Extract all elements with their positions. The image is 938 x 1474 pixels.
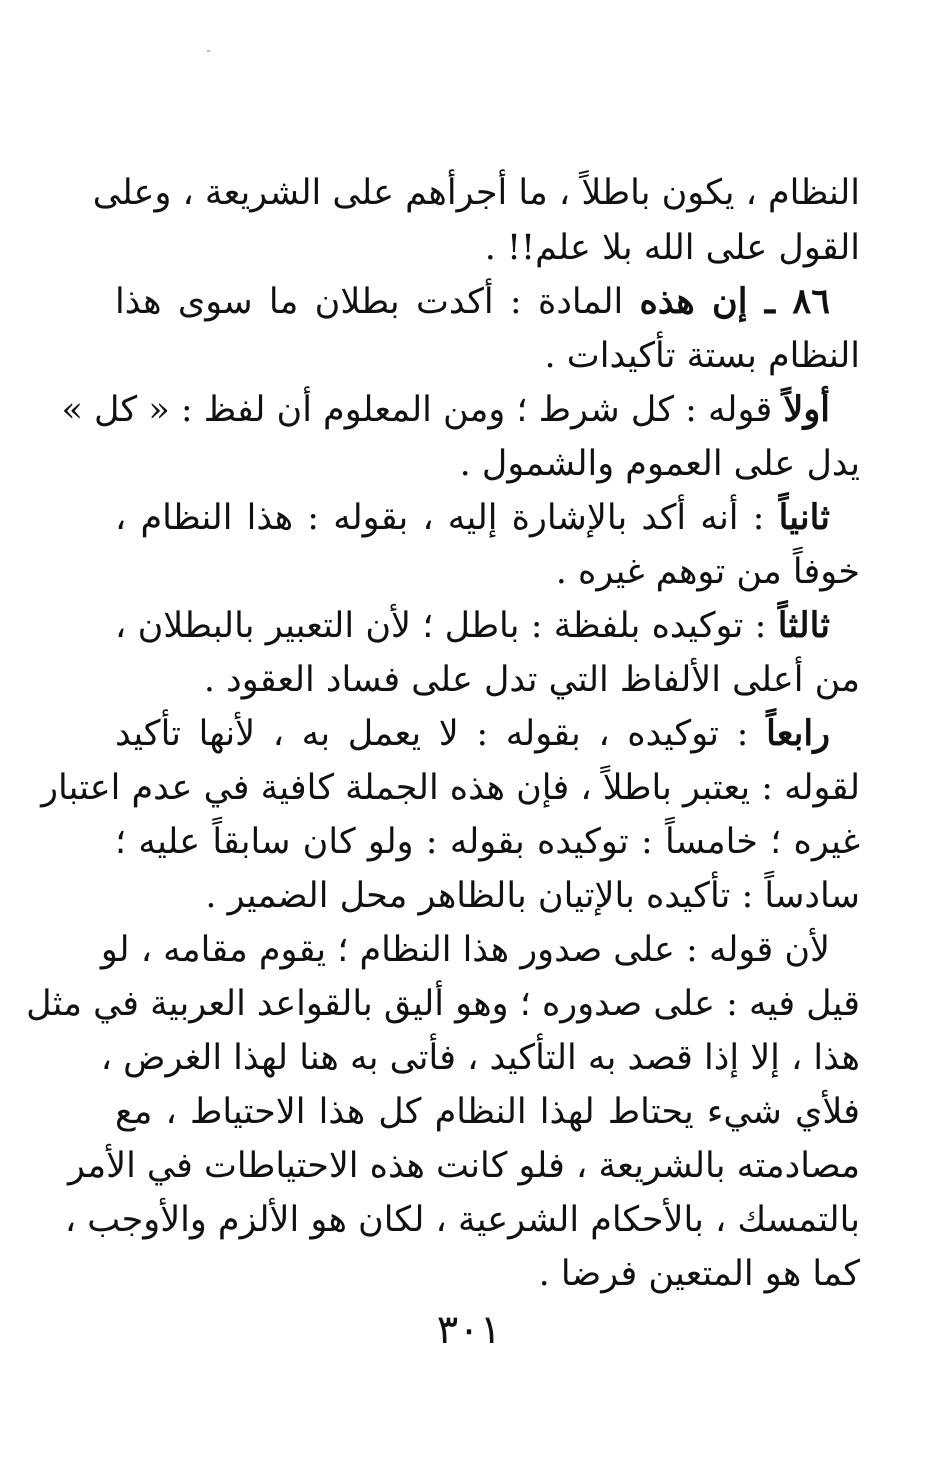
text-line: ٨٦ ـ إن هذه المادة : أكدت بطلان ما سوى هذا bbox=[115, 281, 830, 322]
text-line: النظام ، يكون باطلاً ، ما أجرأهم على الشريعة ، وعلى bbox=[92, 173, 860, 213]
text-line: هذا ، إلا إذا قصد به التأكيد ، فأتى به هنا لهذا الغرض ، bbox=[100, 1038, 860, 1078]
text-line: من أعلى الألفاظ التي تدل على فساد العقود . bbox=[203, 660, 860, 700]
clause-number: ٨٦ ـ إن هذه bbox=[639, 281, 830, 322]
text-line: غيره ؛ خامساً : توكيده بقوله : ولو كان سابقاً عليه ؛ bbox=[115, 822, 860, 862]
text-line: مصادمته بالشريعة ، فلو كانت هذه الاحتياطات في الأمر bbox=[68, 1146, 860, 1186]
text-line: لقوله : يعتبر باطلاً ، فإن هذه الجملة كافية في عدم اعتبار bbox=[41, 768, 860, 808]
text-line: ثالثاً : توكيده بلفظة : باطل ؛ لأن التعبير بالبطلان ، bbox=[115, 605, 830, 646]
page-number: ٣٠١ bbox=[436, 1307, 502, 1353]
text-line: ثانياً : أنه أكد بالإشارة إليه ، بقوله : هذا النظام ، bbox=[115, 497, 830, 538]
item-heading: ثالثاً bbox=[777, 605, 830, 646]
text-line: كما هو المتعين فرضا . bbox=[538, 1254, 860, 1294]
text-line: القول على الله بلا علم!! . bbox=[484, 228, 860, 268]
item-heading: رابعاً bbox=[766, 713, 830, 754]
text-line: سادساً : تأكيده بالإتيان بالظاهر محل الضمير . bbox=[205, 876, 860, 916]
text-line: يدل على العموم والشمول . bbox=[459, 444, 860, 484]
text-line: فلأي شيء يحتاط لهذا النظام كل هذا الاحتياط ، مع bbox=[115, 1092, 860, 1132]
text-line: رابعاً : توكيده ، بقوله : لا يعمل به ، لأنها تأكيد bbox=[115, 713, 830, 754]
text-line: قيل فيه : على صدوره ؛ وهو أليق بالقواعد العربية في مثل bbox=[26, 984, 860, 1024]
text-line: بالتمسك ، بالأحكام الشرعية ، لكان هو الألزم والأوجب ، bbox=[64, 1200, 860, 1240]
text-line: خوفاً من توهم غيره . bbox=[555, 552, 860, 592]
text-line: لأن قوله : على صدور هذا النظام ؛ يقوم مقامه ، لو bbox=[100, 930, 830, 970]
text-line: النظام بستة تأكيدات . bbox=[544, 336, 860, 376]
item-heading: أولاً bbox=[783, 389, 830, 430]
scan-speck bbox=[207, 50, 210, 52]
text-line: أولاً قوله : كل شرط ؛ ومن المعلوم أن لفظ : « كل » bbox=[61, 389, 830, 430]
item-heading: ثانياً bbox=[778, 497, 830, 538]
